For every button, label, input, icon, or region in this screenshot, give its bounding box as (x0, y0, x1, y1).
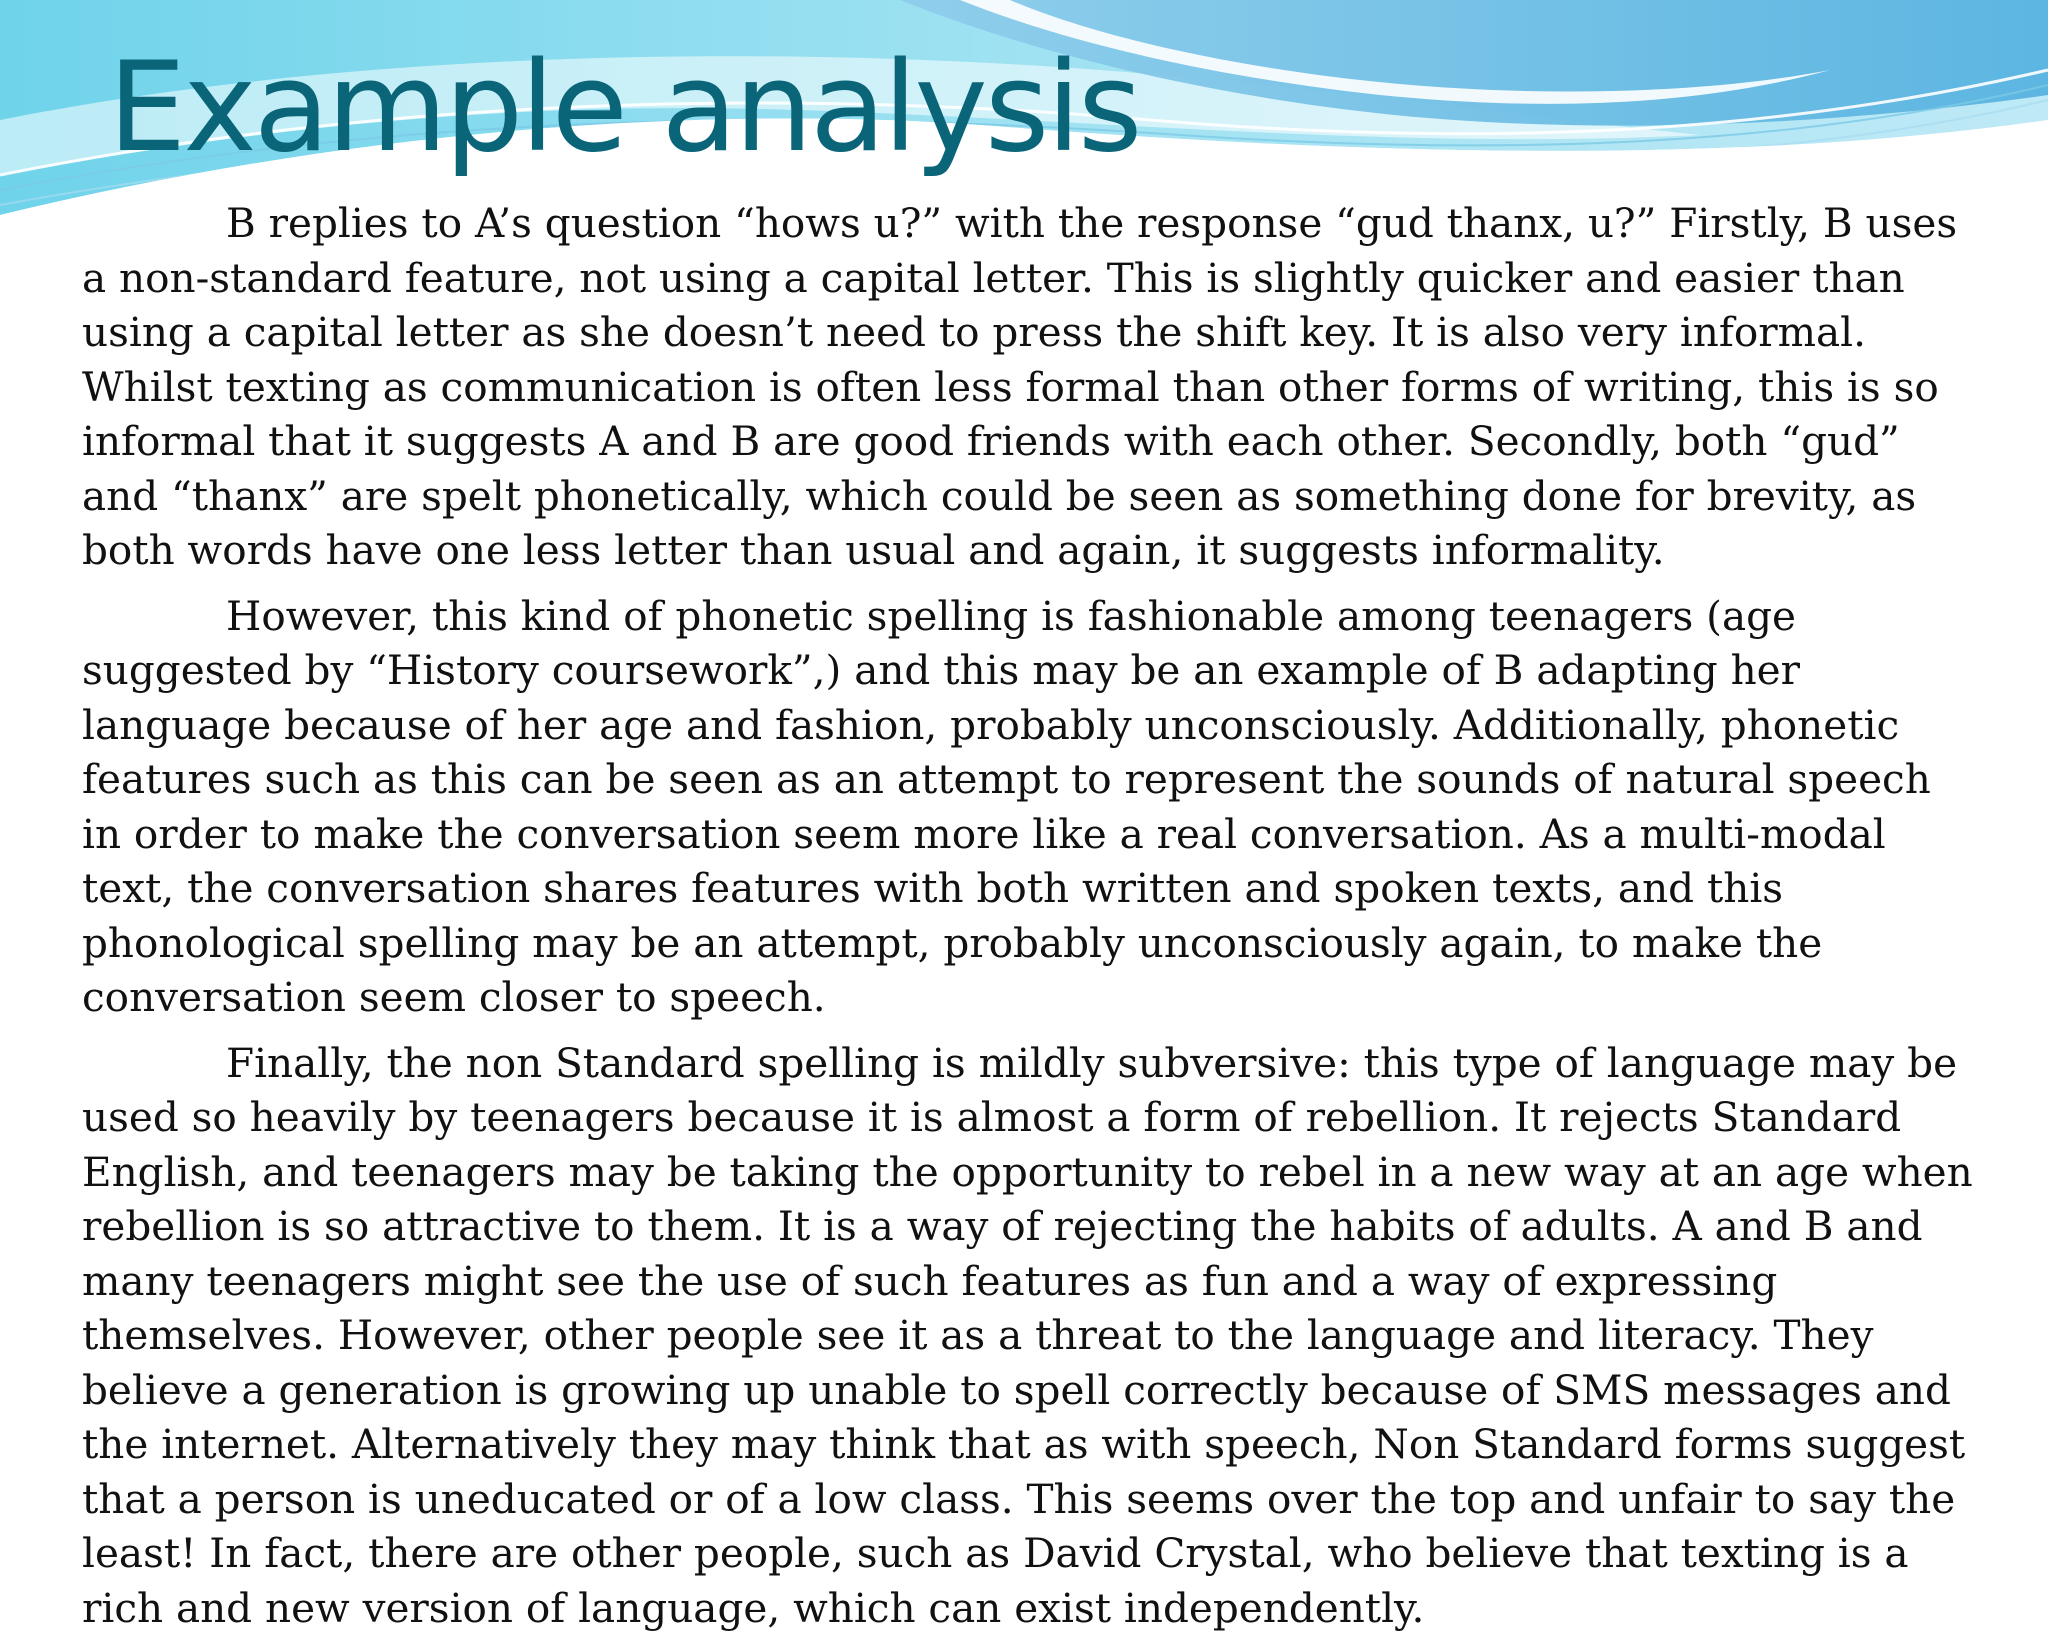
paragraph-3: Finally, the non Standard spelling is mildly subversive: this type of language may be used so heavily by teenagers because it is almost a form of rebellion. It rejects Standard English, and teenagers may be taking the opportunity to rebel in a new way at an age when rebellion is so attractive to them. It is a way of rejecting the habits of adults. A and B and many teenagers might see the use of such features as fun and a way of expressing themselves. However, other people see it as a threat to the language and literacy. They believe a generation is growing up unable to spell correctly because of SMS messages and the internet. Alternatively they may think that as with speech, Non Standard forms suggest that a person is uneducated or of a low class. This seems over the top and unfair to say the least! In fact, there are other people, such as David Crystal, who believe that texting is a rich and new version of language, which can exist independently. (82, 1038, 1973, 1632)
paragraph-2: However, this kind of phonetic spelling is fashionable among teenagers (age suggested by “History coursework”,) and this may be an example of B adapting her language because of her age and fashion, probably unconsciously. Additionally, phonetic features such as this can be seen as an attempt to represent the sounds of natural speech in order to make the conversation seem more like a real conversation. As a multi-modal text, the conversation shares features with both written and spoken texts, and this phonological spelling may be an attempt, probably unconsciously again, to make the conversation seem closer to speech. (82, 591, 1931, 1021)
slide-title: Example analysis (108, 36, 1140, 180)
slide-body-text (82, 196, 1982, 1646)
paragraph-1: B replies to A’s question “hows u?” with the response “gud thanx, u?” Firstly, B uses a non-standard feature, not using a capital letter. This is slightly quicker and easier than using a capital letter as she doesn’t need to press the shift key. It is also very informal. Whilst texting as communication is often less formal than other forms of writing, this is so informal that it suggests A and B are good friends with each other. Secondly, both “gud” and “thanx” are spelt phonetically, which could be seen as something done for brevity, as both words have one less letter than usual and again, it suggests informality. (82, 199, 1958, 574)
